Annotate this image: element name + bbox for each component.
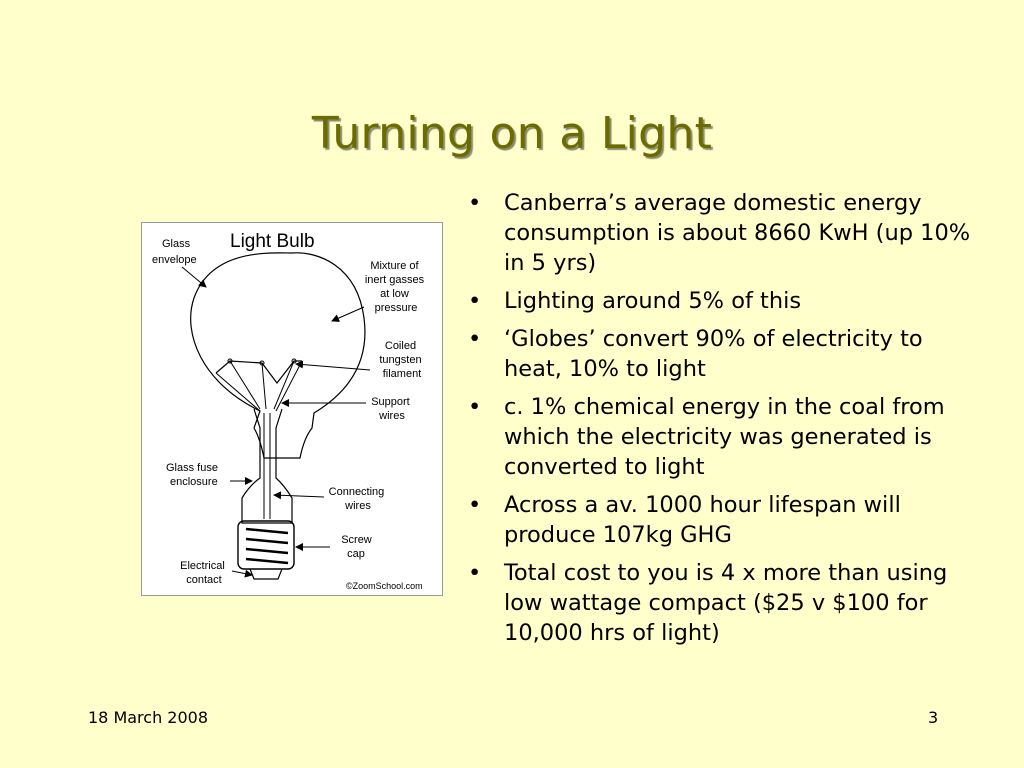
label-glass-fuse: Glass fuse enclosure bbox=[166, 462, 218, 488]
light-bulb-drawing bbox=[142, 223, 442, 595]
label-electrical-contact: Electrical contact bbox=[180, 560, 225, 586]
bullet-item: • Across a av. 1000 hour lifespan will produce 107kg GHG bbox=[468, 492, 901, 548]
label-connecting-wires: Connecting wires bbox=[328, 486, 385, 512]
bullet-dot: • bbox=[468, 288, 482, 314]
bullet-item: • ‘Globes’ convert 90% of electricity to heat, 10% to light bbox=[468, 326, 923, 382]
footer-date: 18 March 2008 bbox=[88, 708, 209, 727]
light-bulb-diagram bbox=[141, 222, 443, 596]
bullet-item: • Lighting around 5% of this bbox=[468, 288, 802, 314]
slide-title: Turning on a Light bbox=[311, 108, 713, 159]
label-glass-envelope: Glass envelope bbox=[152, 238, 197, 266]
bullet-dot: • bbox=[468, 560, 482, 586]
diagram-heading: Light Bulb bbox=[230, 231, 315, 252]
label-screw-cap: Screw cap bbox=[341, 534, 372, 560]
label-coiled-filament: Coiled tungsten filament bbox=[379, 340, 422, 380]
diagram-credit: ©ZoomSchool.com bbox=[346, 581, 423, 591]
bullet-item: • c. 1% chemical energy in the coal from which the electricity was generated is converted to light bbox=[468, 394, 945, 480]
page-number: 3 bbox=[928, 708, 939, 727]
bullet-dot: • bbox=[468, 394, 482, 420]
electrical-contact bbox=[250, 569, 282, 579]
bulb-stem bbox=[242, 409, 292, 523]
label-mixture: Mixture of inert gasses at low pressure bbox=[364, 260, 425, 314]
bullet-item: • Total cost to you is 4 x more than using low wattage compact ($25 v $100 for 10,000 hrs of light) bbox=[468, 560, 948, 646]
bullet-dot: • bbox=[468, 190, 482, 216]
bullet-dot: • bbox=[468, 326, 482, 352]
bulb-globe bbox=[191, 253, 365, 458]
bullet-item: • Canberra’s average domestic energy consumption is about 8660 KwH (up 10% in 5 yrs) bbox=[468, 190, 971, 276]
bullet-dot: • bbox=[468, 492, 482, 518]
bullet-list bbox=[464, 188, 984, 656]
label-support-wires: Support wires bbox=[371, 396, 410, 422]
